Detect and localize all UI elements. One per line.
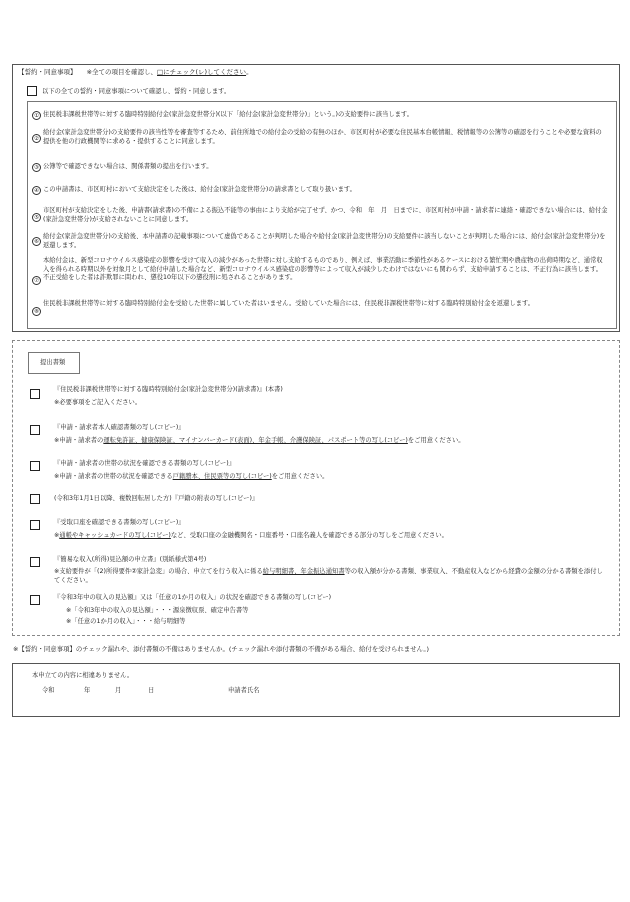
doc-checkbox-id[interactable] <box>30 425 40 435</box>
signature-month: 月 <box>115 687 122 694</box>
doc-title-household: 『申請・請求者の世帯の状況を確認できる書類の写し(コピー)』 <box>54 460 235 467</box>
doc-title-id: 『申請・請求者本人確認書類の写し(コピー)』 <box>54 424 185 431</box>
pledge-item-3: 公簿等で確認できない場合は、関係書類の提出を行います。 <box>43 163 213 170</box>
doc-note-bank: ※通帳やキャッシュカードの写し(コピー)など、受取口座の金融機関名・口座番号・口座名義人を確認できる部分の写しをご用意ください。 <box>54 532 448 539</box>
doc-title-bank: 『受取口座を確認できる書類の写し(コピー)』 <box>54 519 185 526</box>
doc-note-income-estimate-1: ※「令和3年中の収入の見込額」・・・源泉徴収票、確定申告書等 <box>66 607 249 614</box>
documents-heading: 提出書類 <box>40 359 66 366</box>
doc-checkbox-household[interactable] <box>30 461 40 471</box>
pledge-item-1: 住民税非課税世帯等に対する臨時特別給付金(家計急変世帯分)(以下「給付金(家計急変世帯分)」という。)の支給要件に該当します。 <box>43 111 414 118</box>
doc-checkbox-application[interactable] <box>30 389 40 399</box>
checklist-reminder: ※【誓約・同意事項】のチェック漏れや、添付書類の不備はありませんか。(チェック漏れや添付書類の不備がある場合、給付を受けられません。) <box>13 645 430 653</box>
pledge-item-2: 給付金(家計急変世帯分)の支給要件の該当性等を審査等するため、前住所地での給付金の受給の有無のほか、市区町村が必要な住民基本台帳情報、税情報等の公簿等の確認を行うことや必要な資料の提供を他の行政機関等に求める・提供することに同意します。 <box>43 129 602 145</box>
pledge-header-note-underlined: □にチェック(レ)してください <box>157 68 247 76</box>
doc-checkbox-income-estimate[interactable] <box>30 595 40 605</box>
doc-title-application: 『住民税非課税世帯等に対する臨時特別給付金(家計急変世帯分)(請求書)』(本書) <box>54 386 283 393</box>
pledge-header-note: ※全ての項目を確認し、 <box>86 68 158 76</box>
pledge-item-4: この申請書は、市区町村において支給決定をした後は、給付金(家計急変世帯分)の請求書として取り扱います。 <box>43 186 356 193</box>
pledge-num-1: ① <box>32 111 41 120</box>
pledge-num-8: ⑧ <box>32 307 41 316</box>
pledge-num-2: ② <box>32 134 41 143</box>
doc-checkbox-bank[interactable] <box>30 520 40 530</box>
applicant-name-label: 申請者氏名 <box>228 687 260 694</box>
pledge-header-label: 【誓約・同意事項】 <box>18 68 77 76</box>
doc-note-income-estimate-2: ※「任意の1か月の収入」・・・給与明細等 <box>66 618 186 625</box>
signature-year: 年 <box>84 687 91 694</box>
pledge-num-6: ⑥ <box>32 237 41 246</box>
agree-all-checkbox[interactable] <box>27 86 37 96</box>
doc-title-income-estimate: 『令和3年中の収入の見込額』又は「任意の1か月の収入」の状況を確認できる書類の写し(コピー) <box>54 594 332 601</box>
doc-title-income-statement: 『簡易な収入(所得)見込額の申立書』(別紙様式第4号) <box>54 556 207 563</box>
pledge-item-8: 住民税非課税世帯等に対する臨時特別給付金を受給した世帯に属していた者はいません。受給していた場合には、住民税非課税世帯等に対する臨時特別給付金を返還します。 <box>43 300 535 307</box>
pledge-item-6: 給付金(家計急変世帯分)の支給後、本申請書の記載事項について虚偽であることが判明した場合や給付金(家計急変世帯分)の支給要件に該当しないことが判明した場合には、給付金(家計急変世帯分)を返還します。 <box>43 233 606 249</box>
doc-checkbox-income-statement[interactable] <box>30 557 40 567</box>
doc-checkbox-koseki-annex[interactable] <box>30 494 40 504</box>
agree-all-label: 以下の全ての誓約・同意事項について確認し、誓約・同意します。 <box>42 88 231 95</box>
pledge-item-5: 市区町村が支給決定をした後、申請書(請求書)の不備による振込不能等の事由により支給が完了せず、かつ、令和 年 月 日までに、市区町村が申請・請求者に連絡・確認できない場合には、給付金(家計急変世帯分)が支給されないことに同意します。 <box>43 207 608 223</box>
signature-era: 令和 <box>42 687 55 694</box>
doc-note-income-statement: ※支給要件が「(2)所得要件②家計急変」の場合、申立てを行う収入に係る給与明細書、年金振込通知書等の収入額が分かる書類、事業収入、不動産収入などから経費の金額の分かる書類を添付してください。 <box>54 568 603 584</box>
pledge-num-7: ⑦ <box>32 276 41 285</box>
doc-note-household: ※申請・請求者の世帯の状況を確認できる戸籍謄本、住民票等の写し(コピー)をご用意ください。 <box>54 473 329 480</box>
doc-note-id: ※申請・請求者の運転免許証、健康保険証、マイナンバーカード(表面)、年金手帳、介護保険証、パスポート等の写し(コピー)をご用意ください。 <box>54 437 465 444</box>
documents-section <box>12 340 620 636</box>
pledge-num-3: ③ <box>32 163 41 172</box>
pledge-item-7: 本給付金は、新型コロナウイルス感染症の影響を受けて収入の減少があった世帯に対し支給するものであり、例えば、事業活動に季節性があるケースにおける繁忙期や農産物の出荷時期など、通常収入を得られる時期以外を対象月として給付申請した場合など、新型コロナウイルス感染症の影響等によって収入が減少したわけではないにも関わらず、支給申請することは、不正行為に該当します。不正受給をした者は詐欺罪に問われ、懲役10年以下の懲役刑に処されることがあります。 <box>43 257 603 281</box>
pledge-num-4: ④ <box>32 186 41 195</box>
pledge-header: 【誓約・同意事項】 ※全ての項目を確認し、□にチェック(レ)してください。 <box>18 68 253 76</box>
doc-note-application: ※必要事項をご記入ください。 <box>54 399 142 406</box>
doc-title-koseki-annex: (令和3年1月1日以降、複数回転居した方)『戸籍の附表の写し(コピー)』 <box>54 495 259 502</box>
signature-day: 日 <box>148 687 155 694</box>
pledge-num-5: ⑤ <box>32 213 41 222</box>
signature-statement: 本申立ての内容に相違ありません。 <box>32 672 134 679</box>
